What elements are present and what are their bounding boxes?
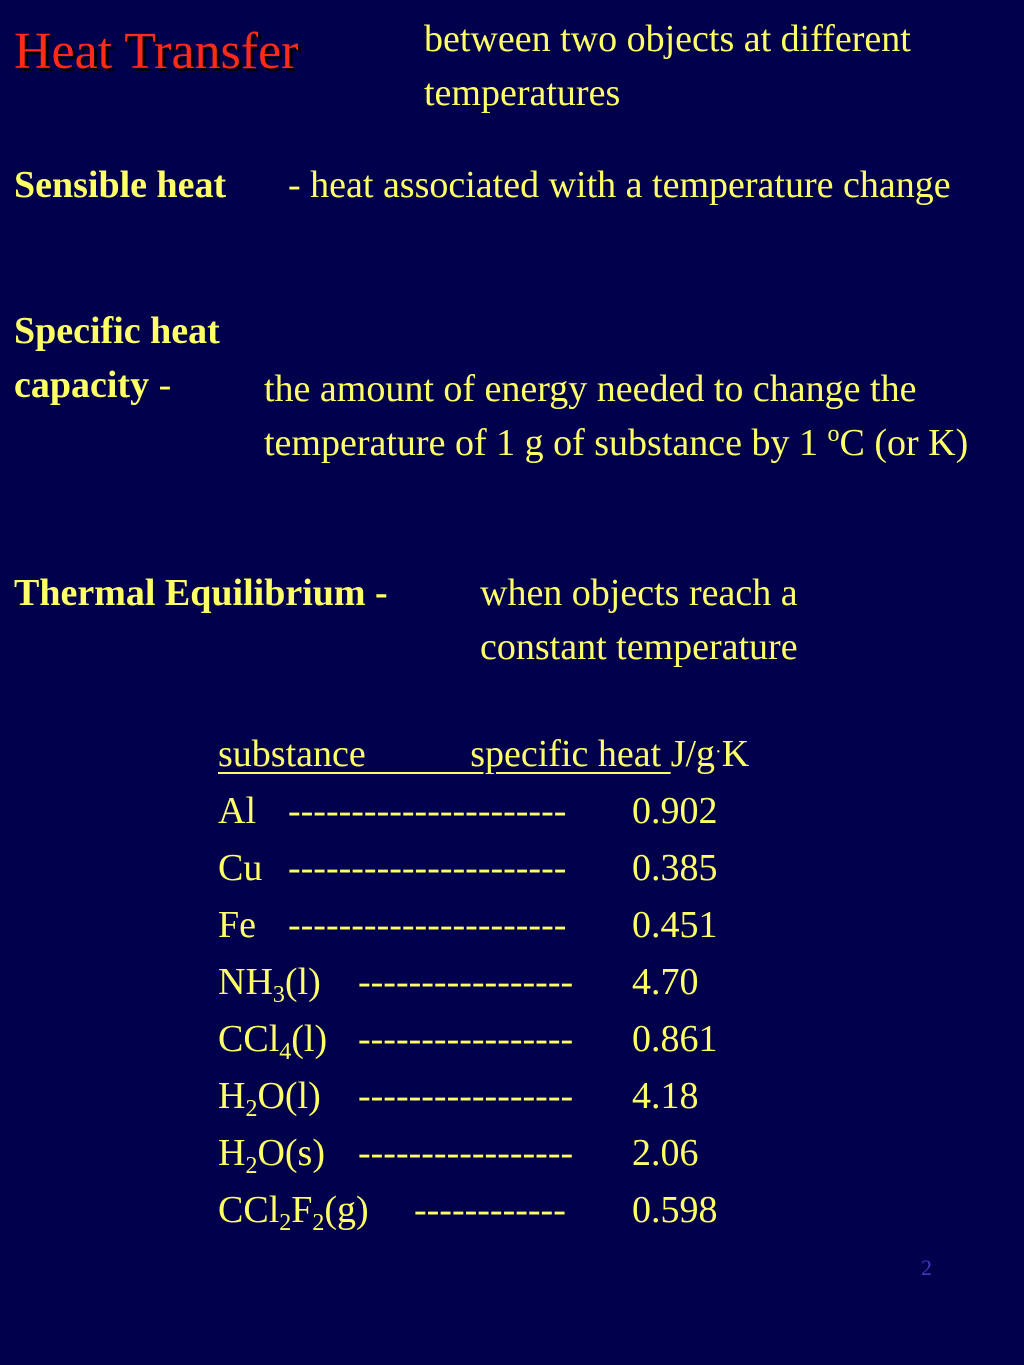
- specific-heat-value: 0.598: [632, 1189, 718, 1231]
- table-header-unit-b: K: [721, 733, 750, 775]
- substance-subscript: 2: [245, 1153, 258, 1179]
- specific-heat-term-text: Specific heat capacity: [14, 310, 220, 406]
- specific-heat-value: 2.06: [632, 1132, 699, 1174]
- substance-subscript: 4: [279, 1039, 292, 1065]
- substance-name: Cu: [218, 847, 263, 889]
- substance-name: [218, 954, 358, 1011]
- substance-name: [218, 1125, 358, 1182]
- specific-heat-value: 0.385: [632, 847, 718, 889]
- table-row: [218, 1068, 749, 1125]
- row-dashes: -----------------: [358, 1075, 574, 1117]
- substance-name-part: CCl: [218, 1189, 280, 1231]
- substance-subscript: 2: [279, 1210, 292, 1236]
- sensible-heat-term: Sensible heat: [14, 164, 227, 206]
- table-row: [218, 1011, 749, 1068]
- sensible-heat-definition: - heat associated with a temperature change: [288, 164, 951, 206]
- specific-heat-value: 0.861: [632, 1018, 718, 1060]
- degree-superscript: o: [827, 421, 840, 447]
- table-header-dot: ·: [715, 741, 722, 763]
- title-continuation: between two objects at different temperatures: [424, 18, 911, 114]
- specific-heat-value: 0.902: [632, 790, 718, 832]
- row-dashes: ----------------------: [288, 847, 567, 889]
- substance-name-part: (g): [324, 1189, 369, 1231]
- substance-name-part: (l): [284, 961, 321, 1003]
- table-header-unit-a: J/g: [670, 733, 716, 775]
- slide-title: Heat Transfer: [14, 23, 299, 80]
- substance-name-part: CCl: [218, 1018, 280, 1060]
- row-dashes: -----------------: [358, 1132, 574, 1174]
- table-row: [218, 783, 749, 840]
- specific-heat-table: [218, 724, 749, 1239]
- row-dashes: ------------: [414, 1189, 566, 1231]
- substance-name: Fe: [218, 904, 256, 946]
- specific-heat-value: 4.18: [632, 1075, 699, 1117]
- substance-subscript: 2: [312, 1210, 325, 1236]
- specific-heat-definition: [264, 362, 1014, 470]
- table-row: [218, 1125, 749, 1182]
- thermal-equilibrium-term: Thermal Equilibrium -: [14, 572, 388, 614]
- specific-heat-dash: -: [149, 364, 172, 406]
- specific-heat-value: 0.451: [632, 904, 718, 946]
- substance-name: [218, 1011, 358, 1068]
- substance-subscript: 3: [272, 982, 285, 1008]
- specific-heat-definition-part1: the amount of energy needed to change the temperature of 1 g of substance by 1: [264, 368, 917, 464]
- specific-heat-definition-part2: C (or K): [839, 422, 969, 464]
- table-row: [218, 897, 749, 954]
- table-row: [218, 954, 749, 1011]
- row-dashes: ----------------------: [288, 790, 567, 832]
- table-row: [218, 1182, 749, 1239]
- substance-name: Al: [218, 790, 256, 832]
- page-number: 2: [921, 1255, 932, 1280]
- substance-name: [218, 1182, 414, 1239]
- specific-heat-term: [14, 304, 274, 412]
- table-header: [218, 724, 749, 783]
- row-dashes: -----------------: [358, 1018, 574, 1060]
- substance-name-part: (l): [291, 1018, 328, 1060]
- thermal-equilibrium-definition: when objects reach a constant temperature: [480, 572, 798, 668]
- specific-heat-value: 4.70: [632, 961, 699, 1003]
- substance-name-part: H: [218, 1075, 246, 1117]
- table-header-underlined: substance specific heat: [218, 733, 671, 775]
- substance-name-part: H: [218, 1132, 246, 1174]
- row-dashes: ----------------------: [288, 904, 567, 946]
- substance-subscript: 2: [245, 1096, 258, 1122]
- substance-name-part: NH: [218, 961, 273, 1003]
- substance-name-part: F: [291, 1189, 313, 1231]
- substance-name: [218, 1068, 358, 1125]
- substance-name-part: O(l): [257, 1075, 321, 1117]
- table-row: [218, 840, 749, 897]
- row-dashes: -----------------: [358, 961, 574, 1003]
- substance-name-part: O(s): [257, 1132, 325, 1174]
